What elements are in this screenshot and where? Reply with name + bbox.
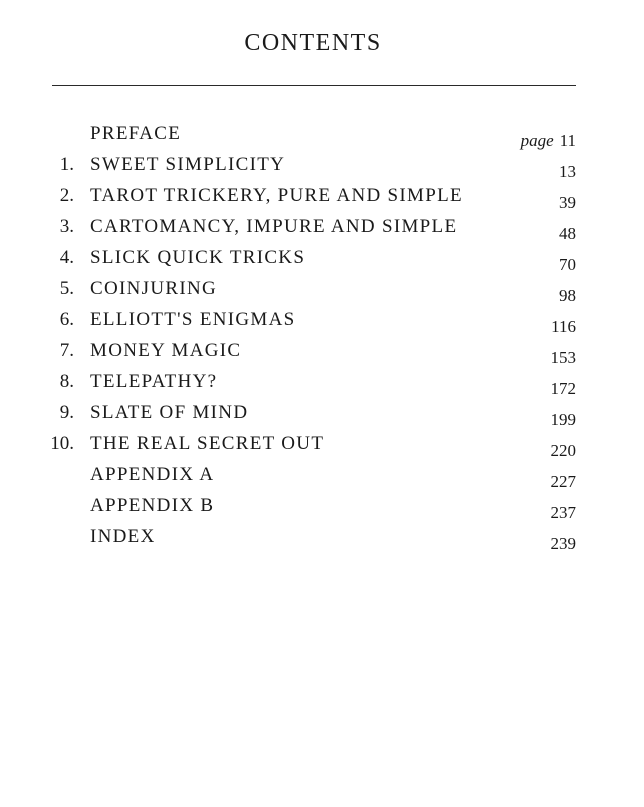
toc-entry	[0, 430, 644, 461]
toc-entry	[0, 244, 644, 275]
toc-entry-title: CARTOMANCY, IMPURE AND SIMPLE	[90, 216, 458, 237]
toc-entry-page-number: 220	[550, 441, 576, 460]
toc-entry	[0, 151, 644, 182]
toc-entry-page-number: 39	[559, 193, 576, 212]
toc-entry	[0, 306, 644, 337]
toc-entry-number: 2.	[59, 185, 74, 206]
toc-entry	[0, 182, 644, 213]
toc-entry-page-number: 239	[550, 534, 576, 553]
toc-entry-number: 6.	[59, 309, 74, 330]
toc-entry-title: SLICK QUICK TRICKS	[90, 247, 306, 268]
page-title: CONTENTS	[244, 30, 382, 56]
toc-entry-title: APPENDIX A	[90, 464, 215, 485]
toc-entry-page-number: 98	[559, 286, 576, 305]
toc-entry-page-number: 70	[559, 255, 576, 274]
toc-entry-number: 8.	[59, 371, 74, 392]
toc-entry-page-number: 116	[551, 317, 576, 336]
toc-entry	[0, 492, 644, 523]
toc-entry-page-number: 172	[550, 379, 576, 398]
toc-entry-title: ELLIOTT'S ENIGMAS	[90, 309, 296, 330]
toc-entry	[0, 120, 644, 151]
toc-entry-page-number: 227	[550, 472, 576, 491]
toc-entry-number: 7.	[59, 340, 74, 361]
toc-entry-page-number: 48	[559, 224, 576, 243]
toc-entry-title: MONEY MAGIC	[90, 340, 242, 361]
toc-entry-page-number: 153	[550, 348, 576, 367]
toc-entry	[0, 275, 644, 306]
toc-entry-title: TELEPATHY?	[90, 371, 218, 392]
toc-entry-title: SLATE OF MIND	[90, 402, 249, 423]
toc-entry-title: THE REAL SECRET OUT	[90, 433, 325, 454]
toc-entry	[0, 368, 644, 399]
toc-entry	[0, 523, 644, 554]
toc-entry-title: PREFACE	[90, 123, 182, 144]
toc-entry-title: INDEX	[90, 526, 156, 547]
toc-entry-number: 9.	[59, 402, 74, 423]
toc-entry-number: 10.	[50, 433, 74, 454]
toc-entry-page-number: 199	[550, 410, 576, 429]
toc-entry-number: 1.	[59, 154, 74, 175]
toc-entry-page-number: 11	[559, 131, 576, 150]
toc-entry-page	[551, 530, 577, 558]
toc-entry-title: APPENDIX B	[90, 495, 215, 516]
toc-entry	[0, 461, 644, 492]
toc-entry-number: 5.	[59, 278, 74, 299]
toc-entry-page-number: 237	[550, 503, 576, 522]
toc-entry-title: SWEET SIMPLICITY	[90, 154, 286, 175]
toc-entry-title: COINJURING	[90, 278, 217, 299]
toc-entry	[0, 213, 644, 244]
toc-entry-number: 3.	[59, 216, 74, 237]
toc-entry-number: 4.	[59, 247, 74, 268]
page-prefix-label: page	[520, 131, 554, 150]
toc-entry-title: TAROT TRICKERY, PURE AND SIMPLE	[90, 185, 463, 206]
toc-entry	[0, 337, 644, 368]
toc-entry-page-number: 13	[559, 162, 576, 181]
toc-entry	[0, 399, 644, 430]
title-rule	[52, 85, 576, 86]
